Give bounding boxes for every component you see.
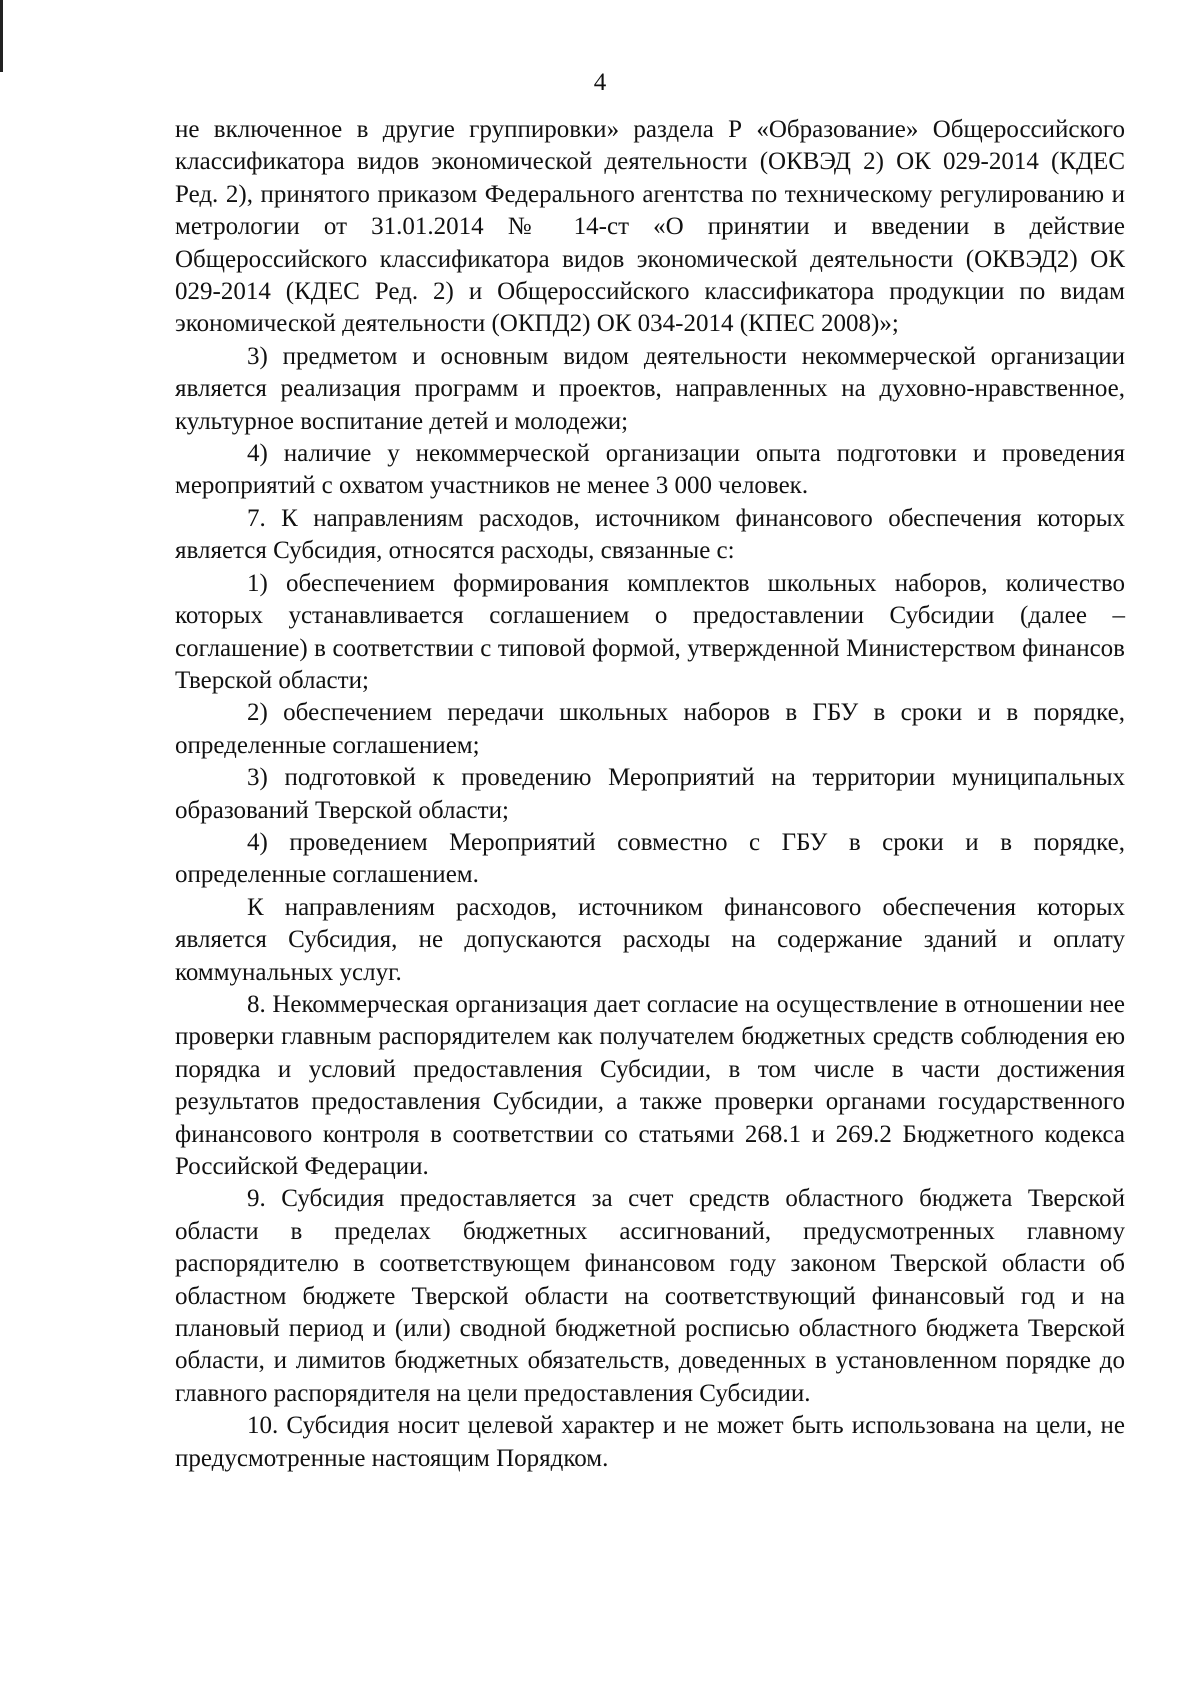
paragraph-7-item-3: 3) подготовкой к проведению Мероприятий на территории муниципальных образований Тверской области; xyxy=(175,764,1125,824)
paragraph-item-3: 3) предметом и основным видом деятельности некоммерческой организации является реализация программ и проектов, направленных на духовно-нравственное, культурное воспитание детей и молодежи; xyxy=(175,342,1125,435)
scan-edge-mark xyxy=(0,0,3,72)
paragraph-item-4: 4) наличие у некоммерческой организации опыта подготовки и проведения мероприятий с охватом участников не менее 3 000 человек. xyxy=(175,440,1125,500)
paragraph-7-item-1: 1) обеспечением формирования комплектов школьных наборов, количество которых устанавливается соглашением о предоставлении Субсидии (далее – соглашение) в соответствии с типовой формой, утвержденной Министерством финансов Тверской области; xyxy=(175,569,1125,694)
paragraph-section-9: 9. Субсидия предоставляется за счет средств областного бюджета Тверской области в пределах бюджетных ассигнований, предусмотренных главному распорядителю в соответствующем финансовом году законом Тверской области об областном бюджете Тверской области на соответствующий финансовый год и на плановый период и (или) сводной бюджетной росписью областного бюджета Тверской области, и лимитов бюджетных обязательств, доведенных в установленном порядке до главного распорядителя на цели предоставления Субсидии. xyxy=(175,1185,1125,1407)
paragraph-7-exclusions: К направлениям расходов, источником финансового обеспечения которых является Субсидия, не допускаются расходы на содержание зданий и оплату коммунальных услуг. xyxy=(175,893,1125,986)
paragraph-section-8: 8. Некоммерческая организация дает согласие на осуществление в отношении нее проверки главным распорядителем как получателем бюджетных средств соблюдения ею порядка и условий предоставления Субсидии, в том числе в части достижения результатов предоставления Субсидии, а также проверки органами государственного финансового контроля в соответствии со статьями 268.1 и 269.2 Бюджетного кодекса Российской Федерации. xyxy=(175,990,1125,1180)
paragraph-section-10: 10. Субсидия носит целевой характер и не может быть использована на цели, не предусмотренные настоящим Порядком. xyxy=(175,1412,1125,1472)
paragraph-7-item-4: 4) проведением Мероприятий совместно с ГБУ в сроки и в порядке, определенные соглашением. xyxy=(175,828,1125,889)
paragraph-continuation: не включенное в другие группировки» раздела Р «Образование» Общероссийского классификатора видов экономической деятельности (ОКВЭД 2) ОК 029-2014 (КДЕС Ред. 2), принятого приказом Федерального агентства по техническому регулированию и метрологии от 31.01.2014 № 14-ст «О принятии и введении в действие Общероссийского классификатора видов экономической деятельности (ОКВЭД2) ОК 029-2014 (КДЕС Ред. 2) и Общероссийского классификатора продукции по видам экономической деятельности (ОКПД2) ОК 034-2014 (КПЕС 2008)»; xyxy=(175,116,1125,338)
document-body xyxy=(175,114,1125,1475)
page-number: 4 xyxy=(593,69,607,96)
paragraph-section-7: 7. К направлениям расходов, источником финансового обеспечения которых является Субсидия, относятся расходы, связанные с: xyxy=(175,504,1125,565)
paragraph-7-item-2: 2) обеспечением передачи школьных наборов в ГБУ в сроки и в порядке, определенные соглашением; xyxy=(175,699,1125,759)
